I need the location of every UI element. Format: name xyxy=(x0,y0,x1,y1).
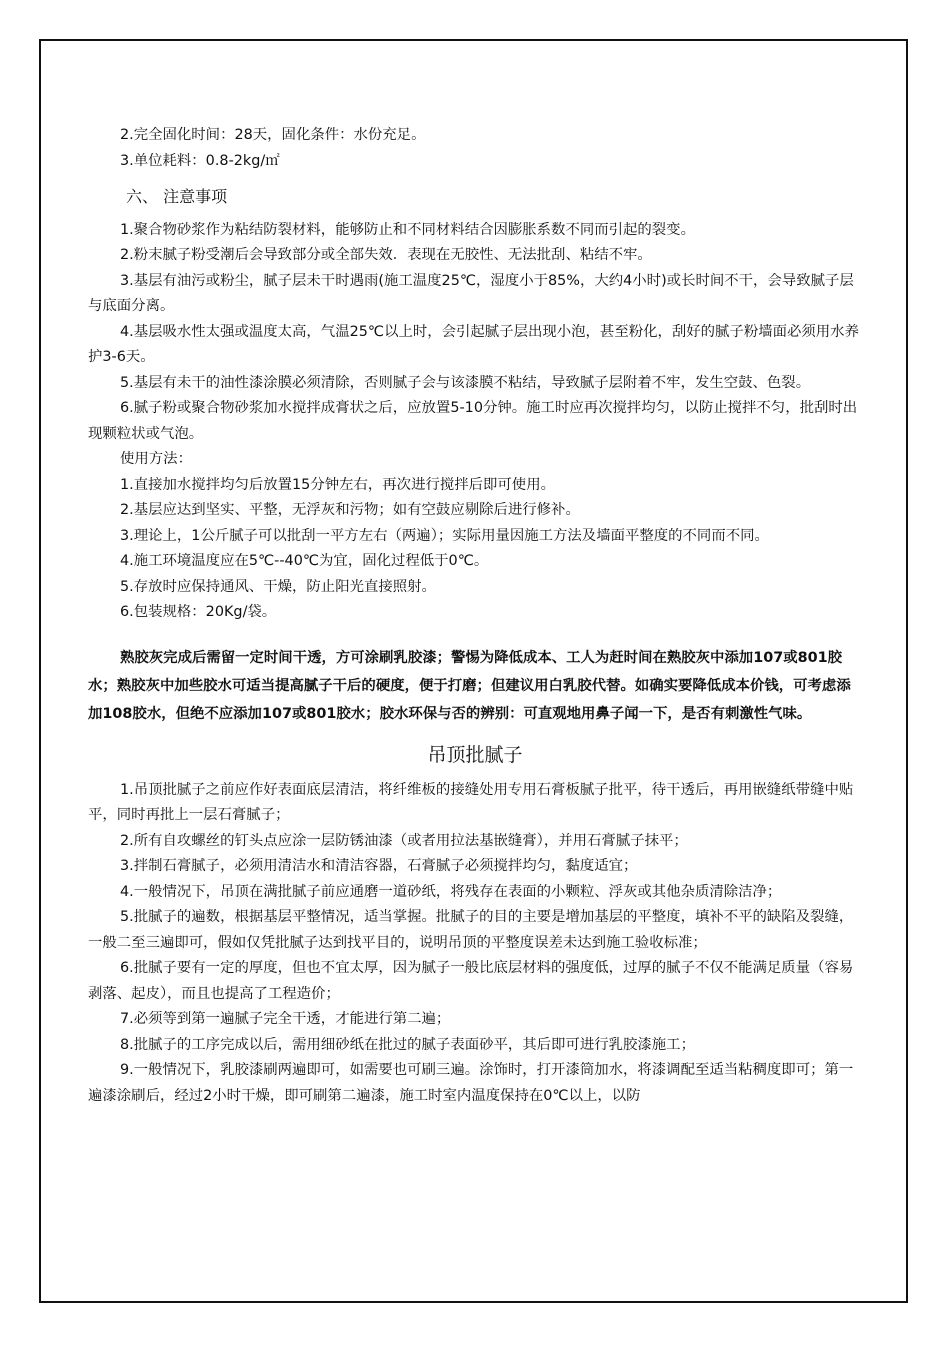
list-item: 5.基层有未干的油性漆涂膜必须清除，否则腻子会与该漆膜不粘结，导致腻子层附着不牢，发生空鼓、色裂。 xyxy=(120,374,811,391)
usage-heading: 使用方法： xyxy=(120,451,192,467)
list-item: 5.存放时应保持通风、干燥，防止阳光直接照射。 xyxy=(120,578,436,595)
section-heading: 六、 注意事项 xyxy=(126,187,228,206)
list-item: 1.吊顶批腻子之前应作好表面底层清洁，将纤维板的接缝处用专用石膏板腻子批平，待干透后，再用嵌缝纸带缝中贴平，同时再批上一层石膏腻子； xyxy=(88,781,854,823)
list-item: 1.聚合物砂浆作为粘结防裂材料，能够防止和不同材料结合因膨胀系数不同而引起的裂变。 xyxy=(120,221,695,238)
list-item: 9.一般情况下，乳胶漆刷两遍即可，如需要也可刷三遍。涂饰时，打开漆筒加水，将漆调配至适当粘稠度即可；第一遍漆涂刷后，经过2小时干燥，即可刷第二遍漆，施工时室内温度保持在0℃以上，以防 xyxy=(88,1062,854,1104)
list-item: 6.批腻子要有一定的厚度，但也不宜太厚，因为腻子一般比底层材料的强度低，过厚的腻子不仅不能满足质量（容易剥落、起皮），而且也提高了工程造价； xyxy=(88,960,854,1002)
list-item: 4.基层吸水性太强或温度太高，气温25℃以上时，会引起腻子层出现小泡，甚至粉化，刮好的腻子粉墙面必须用水养护3-6天。 xyxy=(88,323,859,365)
list-item: 2.粉末腻子粉受潮后会导致部分或全部失效．表现在无胶性、无法批刮、粘结不牢。 xyxy=(120,247,652,263)
list-item: 3.基层有油污或粉尘，腻子层未干时遇雨(施工温度25℃，湿度小于85%，大约4小时)或长时间不干，会导致腻子层与底面分离。 xyxy=(88,272,854,314)
list-item: 2.所有自攻螺丝的钉头点应涂一层防锈油漆（或者用拉法基嵌缝膏），并用石膏腻子抹平； xyxy=(120,832,688,849)
list-item: 4.施工环境温度应在5℃--40℃为宜，固化过程低于0℃。 xyxy=(120,553,489,569)
list-item: 2.基层应达到坚实、平整，无浮灰和污物；如有空鼓应剔除后进行修补。 xyxy=(120,502,580,518)
list-item: 6.包装规格：20Kg/袋。 xyxy=(120,604,277,620)
section-title: 吊顶批腻子 xyxy=(427,743,523,766)
list-item: 8.批腻子的工序完成以后，需用细砂纸在批过的腻子表面砂平，其后即可进行乳胶漆施工； xyxy=(120,1036,695,1053)
list-item: 6.腻子粉或聚合物砂浆加水搅拌成膏状之后，应放置5-10分钟。施工时应再次搅拌均匀，以防止搅拌不匀，批刮时出现颗粒状或气泡。 xyxy=(88,400,858,442)
list-item: 1.直接加水搅拌均匀后放置15分钟左右，再次进行搅拌后即可使用。 xyxy=(120,476,555,493)
list-item: 3.拌制石膏腻子，必须用清洁水和清洁容器，石膏腻子必须搅拌均匀，黏度适宜； xyxy=(120,858,638,874)
document-body xyxy=(88,123,862,1109)
list-item: 7.必须等到第一遍腻子完全干透，才能进行第二遍； xyxy=(120,1011,451,1027)
spacer xyxy=(88,626,862,644)
list-item: 2.完全固化时间：28天，固化条件：水份充足。 xyxy=(120,127,426,143)
list-item: 4.一般情况下，吊顶在满批腻子前应通磨一道砂纸，将残存在表面的小颗粒、浮灰或其他杂质清除洁净； xyxy=(120,883,782,900)
list-item: 3.理论上，1公斤腻子可以批刮一平方左右（两遍）；实际用量因施工方法及墙面平整度的不同而不同。 xyxy=(120,527,769,544)
list-item: 3.单位耗料：0.8-2kg/㎡ xyxy=(120,152,280,169)
list-item: 5.批腻子的遍数，根据基层平整情况，适当掌握。批腻子的目的主要是增加基层的平整度，填补不平的缺陷及裂缝，一般二至三遍即可，假如仅凭批腻子达到找平目的，说明吊顶的平整度误差未达到施工验收标准； xyxy=(88,909,854,951)
warning-note: 熟胶灰完成后需留一定时间干透，方可涂刷乳胶漆；警惕为降低成本、工人为赶时间在熟胶灰中添加107或801胶水；熟胶灰中加些胶水可适当提高腻子干后的硬度，便于打磨；但建议用白乳胶代替。如确实要降低成本价钱，可考虑添加108胶水，但绝不应添加107或801胶水；胶水环保与否的辨别：可直观地用鼻子闻一下，是否有刺激性气味。 xyxy=(88,649,851,722)
